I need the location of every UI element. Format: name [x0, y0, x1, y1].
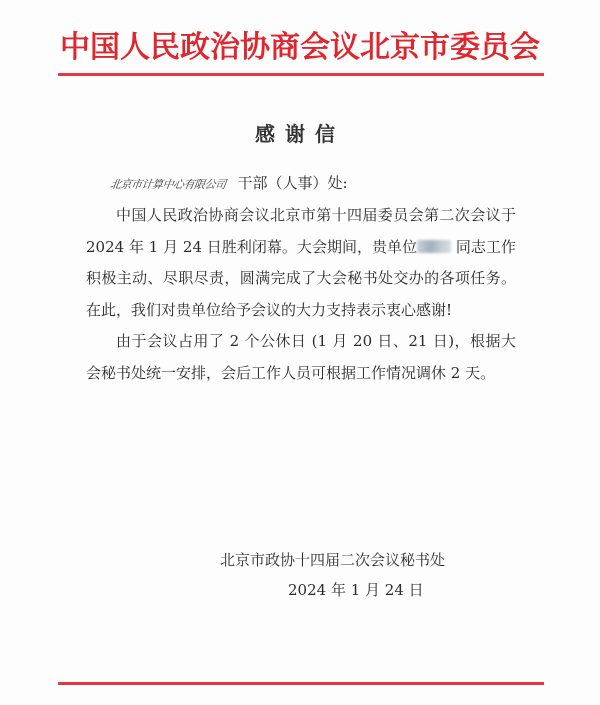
letterhead-title: 中国人民政治协商会议北京市委员会	[60, 30, 540, 65]
body-paragraph-1	[86, 200, 516, 326]
paragraph-1-part-a: 中国人民政治协商会议北京市第十四届委员会第二次会议于 2024 年 1 月 24 日胜利闭幕。大会期间，贵单位	[86, 206, 516, 256]
body-paragraph-2: 由于会议占用了 2 个公休日 (1 月 20 日、21 日)，根据大会秘书处统一安排，会后工作人员可根据工作情况调休 2 天。	[86, 332, 516, 382]
letter-body	[86, 200, 516, 389]
letterhead-red-rule	[58, 73, 544, 76]
document-title: 感谢信	[255, 122, 345, 146]
signature-org: 北京市政协十四届二次会议秘书处	[220, 551, 446, 569]
footer-red-rule	[58, 682, 544, 685]
recipient-department: 干部（人事）处:	[237, 174, 348, 192]
handwritten-recipient: 北京市计算中心有限公司	[109, 178, 227, 191]
salutation	[110, 172, 348, 196]
signature-date: 2024 年 1 月 24 日	[288, 581, 424, 599]
redacted-name	[417, 240, 451, 253]
paragraph-1-part-b: 同志工作积极主动、尽职尽责，圆满完成了大会秘书处交办的各项任务。在此，我们对贵单位给予会议的大力支持表示衷心感谢!	[86, 237, 516, 319]
